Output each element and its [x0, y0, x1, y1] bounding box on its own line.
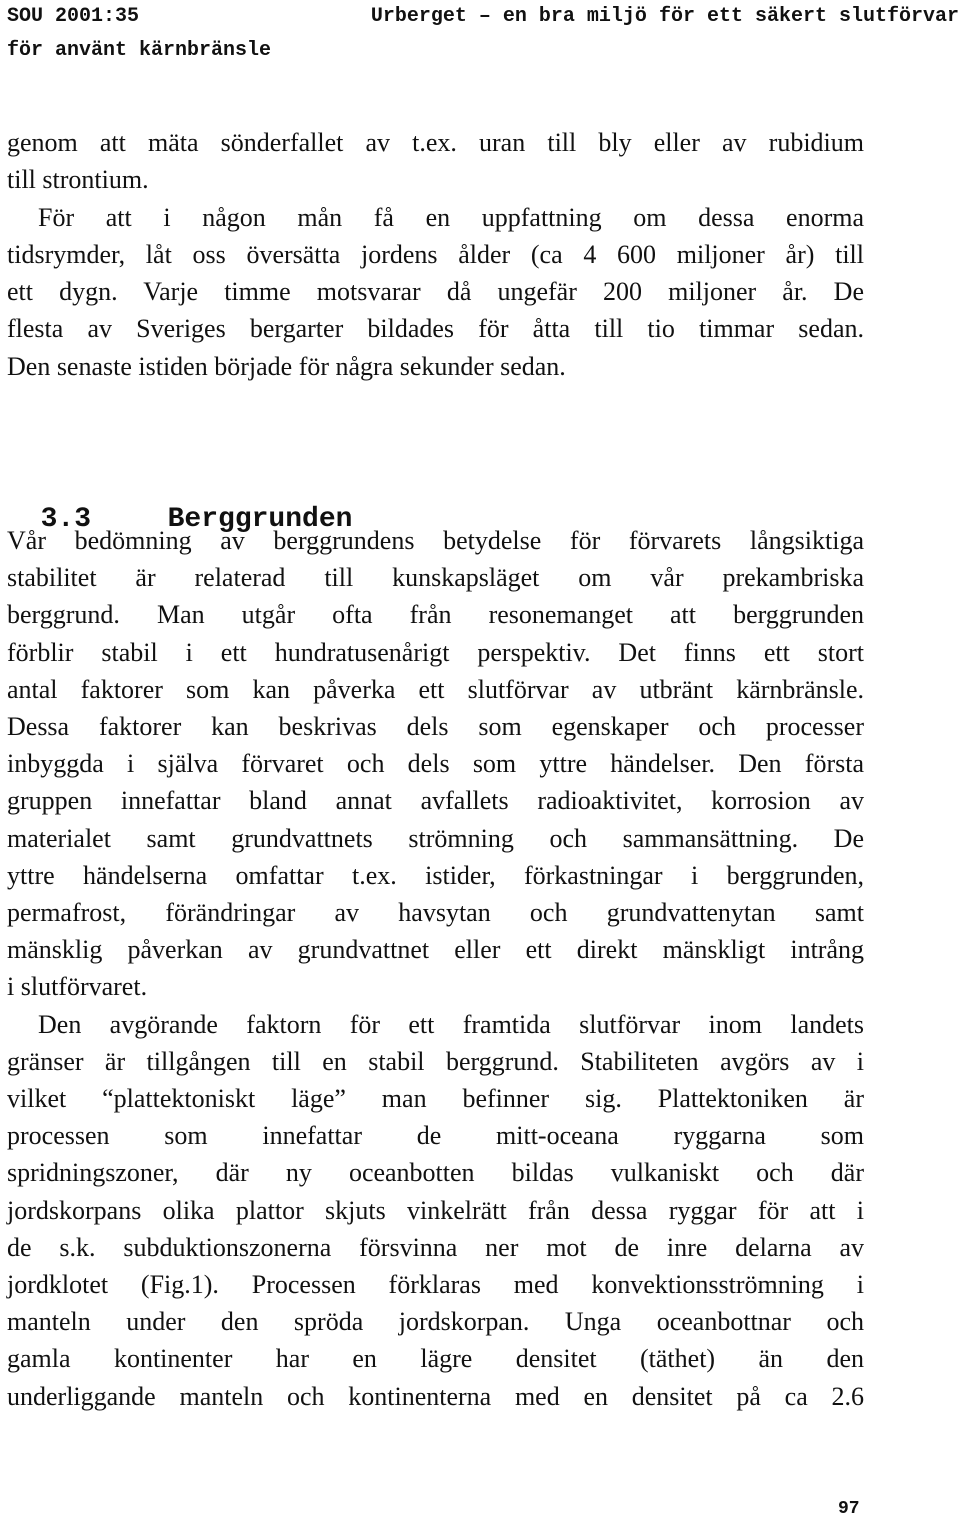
text-line: spridningszoner, där ny oceanbotten bildas vulkaniskt och där [7, 1158, 864, 1188]
report-id: SOU 2001:35 [7, 5, 140, 28]
text-line: till strontium. [7, 165, 149, 195]
text-line: För att i någon mån få en uppfattning om dessa enorma [38, 202, 864, 232]
intro-text-block [7, 124, 864, 385]
text-line: antal faktorer som kan påverka ett slutförvar av utbränt kärnbränsle. [7, 674, 864, 704]
text-line: genom att mäta sönderfallet av t.ex. uran till bly eller av rubidium [7, 128, 864, 157]
text-line: gränser är tillgången till en stabil berggrund. Stabiliteten avgörs av i [7, 1046, 864, 1076]
text-line: inbyggda i själva förvaret och dels som yttre händelser. Den första [7, 749, 864, 779]
text-line: manteln under den spröda jordskorpan. Unga oceanbottnar och [7, 1307, 864, 1337]
text-line: berggrund. Man utgår ofta från resonemanget att berggrunden [7, 600, 864, 630]
text-line: jordskorpans olika plattor skjuts vinkelrätt från dessa ryggar för att i [7, 1195, 864, 1225]
text-line: Den avgörande faktorn för ett framtida slutförvar inom landets [38, 1009, 864, 1039]
page-number: 97 [838, 1499, 860, 1519]
text-line: flesta av Sveriges bergarter bildades för åtta till tio timmar sedan. [7, 314, 864, 344]
text-line: jordklotet (Fig.1). Processen förklaras med konvektionsströmning i [7, 1270, 864, 1300]
text-line: permafrost, förändringar av havsytan och grundvattenytan samt [7, 898, 864, 928]
paragraph-plate-tectonics [7, 1006, 864, 1415]
section-number: 3.3 [40, 504, 92, 535]
text-line: materialet samt grundvattnets strömning och sammansättning. De [7, 823, 864, 853]
report-title-line2: för använt kärnbränsle [7, 39, 272, 62]
text-line: Vår bedömning av berggrundens betydelse för förvarets långsiktiga [7, 526, 864, 555]
paragraph-assessment [7, 522, 864, 1006]
text-line: Den senaste istiden började för några sekunder sedan. [7, 351, 566, 381]
text-line: yttre händelserna omfattar t.ex. istider, förkastningar i berggrunden, [7, 860, 864, 890]
text-line: stabilitet är relaterad till kunskapsläget om vår prekambriska [7, 563, 864, 593]
paragraph-timescale [7, 199, 864, 385]
text-line: de s.k. subduktionszonerna försvinna ner mot de inre delarna av [7, 1232, 864, 1262]
text-line: förblir stabil i ett hundratusenårigt perspektiv. Det finns ett stort [7, 637, 864, 667]
text-line: tidsrymder, låt oss översätta jordens ålder (ca 4 600 miljoner år) till [7, 239, 864, 269]
paragraph-continued [7, 124, 864, 199]
text-line: i slutförvaret. [7, 972, 148, 1002]
running-header [7, 0, 959, 68]
text-line: Dessa faktorer kan beskrivas dels som egenskaper och processer [7, 712, 864, 742]
text-line: gamla kontinenter har en lägre densitet (täthet) än den [7, 1344, 864, 1374]
text-line: mänsklig påverkan av grundvattnet eller ett direkt mänskligt intrång [7, 935, 864, 965]
text-line: ett dygn. Varje timme motsvarar då ungefär 200 miljoner år. De [7, 277, 864, 307]
section-title: Berggrunden [167, 504, 353, 535]
section-body [7, 522, 864, 1415]
text-line: underliggande manteln och kontinenterna med en densitet på ca 2.6 [7, 1381, 864, 1411]
text-line: processen som innefattar de mitt-oceana ryggarna som [7, 1121, 864, 1151]
report-title-line1: Urberget – en bra miljö för ett säkert slutförvar [370, 5, 959, 28]
text-line: gruppen innefattar bland annat avfallets radioaktivitet, korrosion av [7, 786, 864, 816]
text-line: vilket “plattektoniskt läge” man befinner sig. Plattektoniken är [7, 1084, 864, 1114]
